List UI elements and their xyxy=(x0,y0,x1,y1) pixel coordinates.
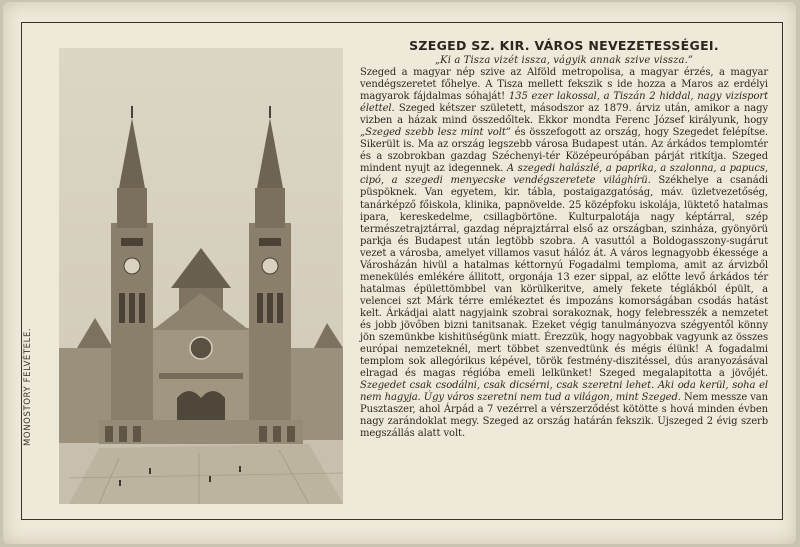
description-column xyxy=(360,38,768,516)
text-run: Szegedet csak csodálni, csak dicsérni, csak szeretni lehet. Aki oda kerül, soha el nem hagyja. Úgy város szeretni nem tud a világon, mint Szeged. xyxy=(360,380,768,404)
description-text xyxy=(360,67,768,440)
text-run: Nem messze van Pusztaszer, ahol Árpád a 7 vezérrel a vérszerződést kötötte s hová minden évben nagy zarándoklat megy. Szeged az ország határán fekszik. Ujszeged 2 évig szerb megszállás alatt volt. xyxy=(360,392,769,440)
page-title: SZEGED SZ. KIR. VÁROS NEVEZETESSÉGEI. xyxy=(409,38,719,53)
text-run: „Szeged szebb lesz mint volt” xyxy=(360,127,511,139)
photo-credit: MONOSTORY FELVÉTELE. xyxy=(23,327,33,447)
text-run: és összefogott az ország, hogy Szegedet felépítse. Sikerült is. Ma az ország legszebb városa Budapest után. Az árkádos templomtér és a szobrokban gazdag Széchenyi-tér Középeurópában párját ritkítja. Szeged mindent nyujt az idegennek. xyxy=(360,127,768,175)
cathedral-photo xyxy=(59,48,343,504)
postcard xyxy=(3,2,796,544)
motto: „Ki a Tisza vizét issza, vágyik annak szive vissza.” xyxy=(434,55,694,66)
text-run: A szegedi halászlé, a paprika, a szalonna, a papucs, cipó, a szegedi menyecske vendégszeretete világhírü. xyxy=(360,163,769,187)
votive-church-illustration xyxy=(59,48,343,504)
text-run: 135 ezer lakossal, a Tiszán 2 hiddal, nagy vizisport élettel. xyxy=(360,91,768,115)
text-run: Székhelye a csanádi püspöknek. Van egyetem, kir. tábla, postaigazgatóság, máv. üzletvezetőség, tanárképző főiskola, klinika, papnövelde. 25 középfoku iskolája, lüktető hatalmas ipara, kereskedelme, csillagbörtöne. Kulturpalotája nagy képtárral, szép természetrajztárral, gazdag néprajztárral első az országban, szinháza, gyönyörü parkja és Budapest után legtöbb szobra. A vasuttól a Boldogasszony-sugárut vezet a városba, amelyet villamos vasut hálóz át. A város legnagyobb ékessége a Városházán hivül a hatalmas kéttornyú Fogadalmi temploma, amit az árvizből menekülés emlékére állitott, orgonája 13 ezer sippal, az előtte levő árkádos tér hatalmas épülettömbbel van körülkeritve, amely fekete téglákból épült, a velencei szt Márk térre emlékeztet és impozáns komorságában csodás hatást kelt. Árkádjai alatt nagyjaink szobrai sorakoznak, hogy felebresszék a nemzetet és jobb jövőben bizni tanitsanak. Ezeket végig tanulmányozva szégyentől könny jön szemünkbe kishitüségünk miatt. Érezzük, hogy nagyobbak vagyunk az összes európai nemzeteknél, mert többet szenvedtünk és mégis élünk! A fogadalmi templom sok allegórikus képével, török festmény-diszitéssel, dús aranyozásával elragad és magas régióba emeli lelkünket! Szeged megalapitotta a jövőjét. xyxy=(360,175,768,380)
text-run: Szeged a magyar nép szive az Alföld metropolisa, a magyar érzés, a magyar vendégszeretet főhelye. A Tisza mellett fekszik s ide hozza a Maros az erdélyi magyarok fájdalmas sóhaját! xyxy=(360,67,768,103)
text-run: Szeged kétszer született, másodszor az 1879. árviz után, amikor a nagy vizben a házak mind összedőltek. Ekkor mondta Ferenc József királyunk, hogy xyxy=(360,103,768,127)
